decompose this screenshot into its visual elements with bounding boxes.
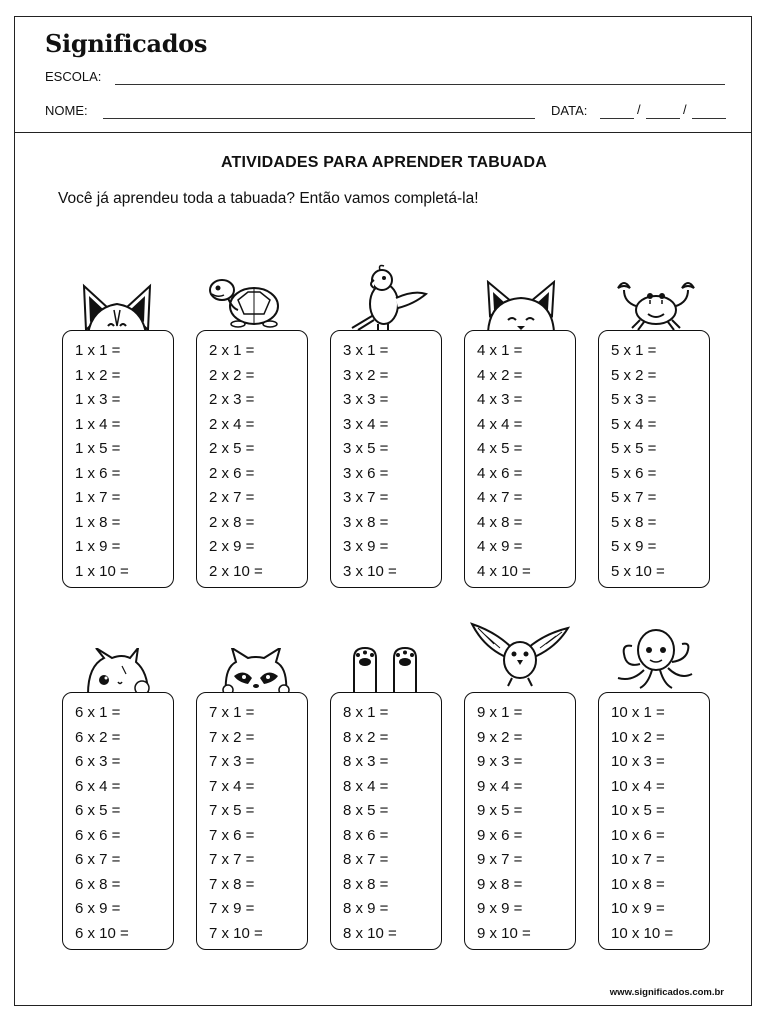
equation[interactable]: 3 x 9 = — [343, 538, 389, 555]
equation[interactable]: 5 x 3 = — [611, 391, 657, 408]
equation[interactable]: 6 x 7 = — [75, 851, 121, 868]
date-day-line[interactable] — [600, 118, 634, 119]
times-table-card — [330, 330, 442, 588]
times-table-card — [464, 330, 576, 588]
equation[interactable]: 2 x 10 = — [209, 562, 263, 580]
equation[interactable]: 3 x 1 = — [343, 342, 389, 359]
equation[interactable]: 2 x 8 = — [209, 513, 255, 531]
equation[interactable]: 1 x 8 = — [75, 513, 121, 531]
equation[interactable]: 3 x 7 = — [343, 489, 389, 506]
school-label: ESCOLA: — [45, 69, 102, 84]
equation[interactable]: 2 x 3 = — [209, 391, 255, 408]
times-table-card — [196, 330, 308, 588]
equation[interactable]: 2 x 9 = — [209, 538, 255, 555]
equation[interactable]: 7 x 7 = — [209, 851, 255, 868]
equation[interactable]: 10 x 1 = — [611, 704, 665, 721]
equation[interactable]: 9 x 4 = — [477, 777, 523, 795]
equation[interactable]: 9 x 3 = — [477, 753, 523, 770]
equation[interactable]: 9 x 7 = — [477, 851, 523, 868]
name-label: NOME: — [45, 103, 88, 118]
equation[interactable]: 6 x 10 = — [75, 924, 129, 942]
date-separator: / — [683, 102, 687, 117]
school-line[interactable] — [115, 84, 725, 85]
times-table-card — [598, 330, 710, 588]
date-year-line[interactable] — [692, 118, 726, 119]
equation[interactable]: 5 x 4 = — [611, 415, 657, 433]
equation[interactable]: 10 x 7 = — [611, 851, 665, 868]
equation[interactable]: 9 x 6 = — [477, 826, 523, 844]
equation[interactable]: 6 x 9 = — [75, 900, 121, 917]
equation[interactable]: 4 x 10 = — [477, 562, 531, 580]
equation[interactable]: 5 x 9 = — [611, 538, 657, 555]
equation[interactable]: 8 x 4 = — [343, 777, 389, 795]
equation[interactable]: 2 x 1 = — [209, 342, 255, 359]
equation[interactable]: 5 x 5 = — [611, 440, 657, 457]
equation[interactable]: 4 x 1 = — [477, 342, 523, 359]
equation[interactable]: 5 x 6 = — [611, 464, 657, 482]
equation[interactable]: 5 x 7 = — [611, 489, 657, 506]
equation[interactable]: 4 x 4 = — [477, 415, 523, 433]
equation[interactable]: 8 x 2 = — [343, 728, 389, 746]
dog-icon — [78, 278, 156, 334]
equation[interactable]: 2 x 7 = — [209, 489, 255, 506]
date-separator: / — [637, 102, 641, 117]
equation[interactable]: 5 x 10 = — [611, 562, 665, 580]
equation[interactable]: 10 x 10 = — [611, 924, 674, 942]
equation[interactable]: 1 x 2 = — [75, 366, 121, 384]
equation[interactable]: 10 x 6 = — [611, 826, 665, 844]
times-table-card — [464, 692, 576, 950]
equation[interactable]: 6 x 4 = — [75, 777, 121, 795]
equation[interactable]: 7 x 1 = — [209, 704, 255, 721]
equation[interactable]: 4 x 5 = — [477, 440, 523, 457]
equation[interactable]: 6 x 3 = — [75, 753, 121, 770]
brand-logo: Significados — [45, 29, 208, 58]
equation[interactable]: 8 x 9 = — [343, 900, 389, 917]
header-divider — [15, 132, 751, 133]
equation[interactable]: 2 x 4 = — [209, 415, 255, 433]
octopus-icon — [612, 624, 696, 690]
equation[interactable]: 4 x 8 = — [477, 513, 523, 531]
equation[interactable]: 3 x 10 = — [343, 562, 397, 580]
equation[interactable]: 7 x 4 = — [209, 777, 255, 795]
equation[interactable]: 10 x 3 = — [611, 753, 665, 770]
equation[interactable]: 1 x 6 = — [75, 464, 121, 482]
equation[interactable]: 9 x 9 = — [477, 900, 523, 917]
equation[interactable]: 2 x 2 = — [209, 366, 255, 384]
equation[interactable]: 7 x 6 = — [209, 826, 255, 844]
equation[interactable]: 8 x 1 = — [343, 704, 389, 721]
equation[interactable]: 3 x 4 = — [343, 415, 389, 433]
bird-icon — [470, 618, 570, 688]
equation[interactable]: 9 x 8 = — [477, 875, 523, 893]
equation[interactable]: 3 x 3 = — [343, 391, 389, 408]
equation[interactable]: 9 x 2 = — [477, 728, 523, 746]
equation[interactable]: 8 x 8 = — [343, 875, 389, 893]
times-table-card — [62, 692, 174, 950]
equation[interactable]: 4 x 9 = — [477, 538, 523, 555]
equation[interactable]: 6 x 1 = — [75, 704, 121, 721]
equation[interactable]: 4 x 3 = — [477, 391, 523, 408]
fox-icon — [484, 280, 558, 332]
equation[interactable]: 6 x 5 = — [75, 802, 121, 819]
equation[interactable]: 5 x 2 = — [611, 366, 657, 384]
turtle-icon — [208, 270, 282, 328]
equation[interactable]: 8 x 5 = — [343, 802, 389, 819]
equation[interactable]: 10 x 2 = — [611, 728, 665, 746]
equation[interactable]: 9 x 10 = — [477, 924, 531, 942]
equation[interactable]: 8 x 3 = — [343, 753, 389, 770]
crab-icon — [614, 276, 698, 330]
equation[interactable]: 8 x 6 = — [343, 826, 389, 844]
equation[interactable]: 1 x 3 = — [75, 391, 121, 408]
equation[interactable]: 7 x 2 = — [209, 728, 255, 746]
equation[interactable]: 1 x 10 = — [75, 562, 129, 580]
name-line[interactable] — [103, 118, 535, 119]
equation[interactable]: 7 x 8 = — [209, 875, 255, 893]
times-table-card — [196, 692, 308, 950]
equation[interactable]: 8 x 7 = — [343, 851, 389, 868]
times-table-card — [330, 692, 442, 950]
equation[interactable]: 1 x 1 = — [75, 342, 121, 359]
equation[interactable]: 1 x 5 = — [75, 440, 121, 457]
equation[interactable]: 9 x 1 = — [477, 704, 523, 721]
equation[interactable]: 5 x 8 = — [611, 513, 657, 531]
equation[interactable]: 10 x 4 = — [611, 777, 665, 795]
equation[interactable]: 6 x 2 = — [75, 728, 121, 746]
equation[interactable]: 2 x 6 = — [209, 464, 255, 482]
equation[interactable]: 10 x 5 = — [611, 802, 665, 819]
equation[interactable]: 4 x 6 = — [477, 464, 523, 482]
equation[interactable]: 7 x 5 = — [209, 802, 255, 819]
equation[interactable]: 3 x 5 = — [343, 440, 389, 457]
parrot-icon — [344, 264, 430, 332]
page-title: ATIVIDADES PARA APRENDER TABUADA — [220, 154, 548, 171]
equation[interactable]: 3 x 8 = — [343, 513, 389, 531]
equation[interactable]: 3 x 6 = — [343, 464, 389, 482]
equation[interactable]: 2 x 5 = — [209, 440, 255, 457]
equation[interactable]: 3 x 2 = — [343, 366, 389, 384]
equation[interactable]: 7 x 9 = — [209, 900, 255, 917]
cat-icon — [82, 648, 156, 694]
equation[interactable]: 4 x 2 = — [477, 366, 523, 384]
equation[interactable]: 10 x 8 = — [611, 875, 665, 893]
raccoon-icon — [218, 648, 292, 694]
equation[interactable]: 1 x 9 = — [75, 538, 121, 555]
equation[interactable]: 9 x 5 = — [477, 802, 523, 819]
times-table-card — [62, 330, 174, 588]
equation[interactable]: 8 x 10 = — [343, 924, 397, 942]
equation[interactable]: 5 x 1 = — [611, 342, 657, 359]
page-subtitle: Você já aprendeu toda a tabuada? Então vamos completá-la! — [58, 190, 479, 207]
equation[interactable]: 6 x 6 = — [75, 826, 121, 844]
equation[interactable]: 1 x 4 = — [75, 415, 121, 433]
footer-url: www.significados.com.br — [609, 987, 724, 998]
equation[interactable]: 10 x 9 = — [611, 900, 665, 917]
equation[interactable]: 4 x 7 = — [477, 489, 523, 506]
equation[interactable]: 7 x 10 = — [209, 924, 263, 942]
times-table-card — [598, 692, 710, 950]
equation[interactable]: 6 x 8 = — [75, 875, 121, 893]
paws-icon — [348, 646, 422, 694]
date-label: DATA: — [551, 103, 588, 118]
equation[interactable]: 1 x 7 = — [75, 489, 121, 506]
equation[interactable]: 7 x 3 = — [209, 753, 255, 770]
date-month-line[interactable] — [646, 118, 680, 119]
